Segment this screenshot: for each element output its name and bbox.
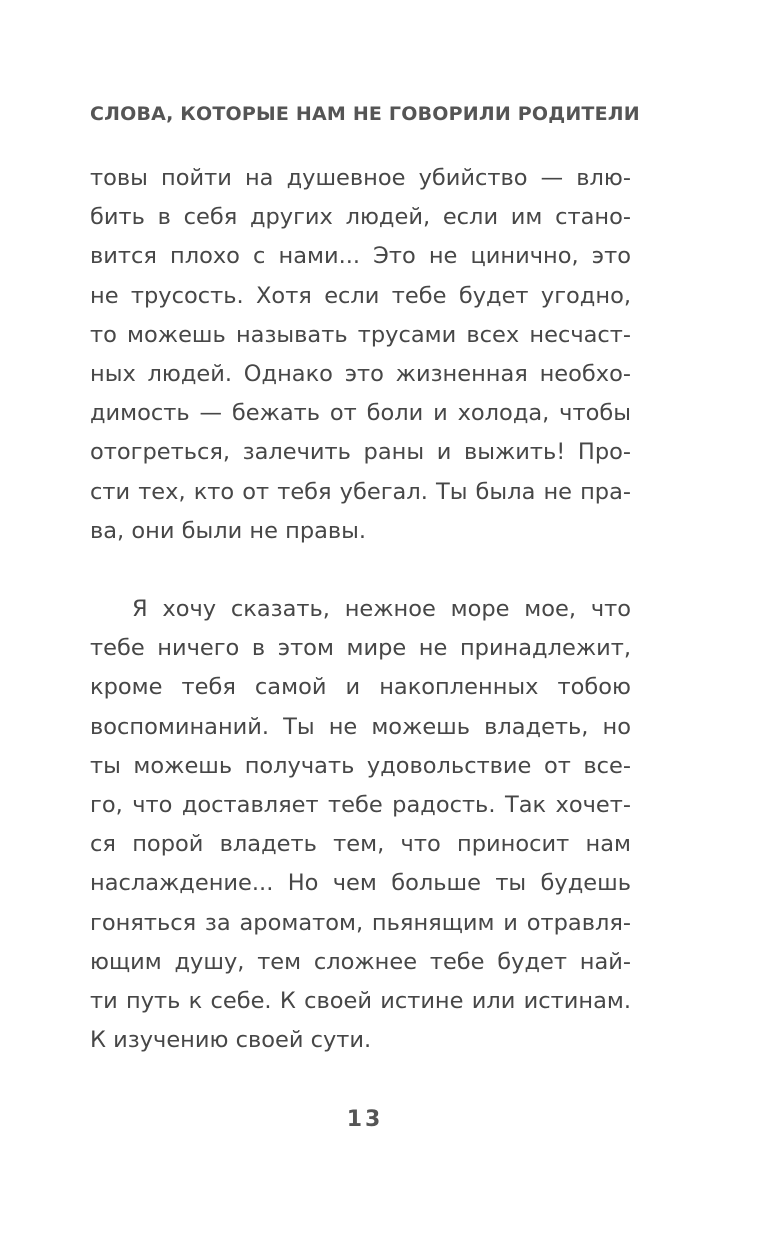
text-line: то можешь называть трусами всех несчаст- xyxy=(90,321,631,348)
text-line: ся порой владеть тем, что приносит нам xyxy=(90,831,631,858)
text-line: сти тех, кто от тебя убегал. Ты была не пра- xyxy=(90,478,631,505)
text-line: не трусость. Хотя если тебе будет угодно, xyxy=(90,282,631,309)
text-line: наслаждение... Но чем больше ты будешь xyxy=(90,870,631,897)
text-line: кроме тебя самой и накопленных тобою xyxy=(90,674,631,701)
text-line: ющим душу, тем сложнее тебе будет най- xyxy=(90,948,631,975)
text-line: воспоминаний. Ты не можешь владеть, но xyxy=(90,713,631,740)
text-line: отогреться, залечить раны и выжить! Про- xyxy=(90,439,631,466)
running-header: СЛОВА, КОТОРЫЕ НАМ НЕ ГОВОРИЛИ РОДИТЕЛИ xyxy=(90,103,640,125)
text-line: ных людей. Однако это жизненная необхо- xyxy=(90,360,631,387)
text-line: ти путь к себе. К своей истине или истинам. xyxy=(90,987,631,1014)
text-line: тебе ничего в этом мире не принадлежит, xyxy=(90,635,631,662)
paragraph-1 xyxy=(90,159,631,551)
text-line: Я хочу сказать, нежное море мое, что xyxy=(132,596,631,622)
text-line: ва, они были не правы. xyxy=(90,517,367,544)
text-line: вится плохо с нами... Это не цинично, это xyxy=(90,243,631,270)
text-line: гоняться за ароматом, пьянящим и отравля- xyxy=(90,909,631,936)
text-line: товы пойти на душевное убийство — влю- xyxy=(90,165,631,191)
text-line: ты можешь получать удовольствие от все- xyxy=(90,752,631,779)
page-number: 13 xyxy=(346,1107,384,1132)
text-line: го, что доставляет тебе радость. Так хочет- xyxy=(90,791,631,818)
text-line: димость — бежать от боли и холода, чтобы xyxy=(90,400,631,427)
paragraph-2 xyxy=(90,590,631,1060)
text-line: бить в себя других людей, если им стано- xyxy=(90,204,631,231)
text-line: К изучению своей сути. xyxy=(90,1027,372,1054)
